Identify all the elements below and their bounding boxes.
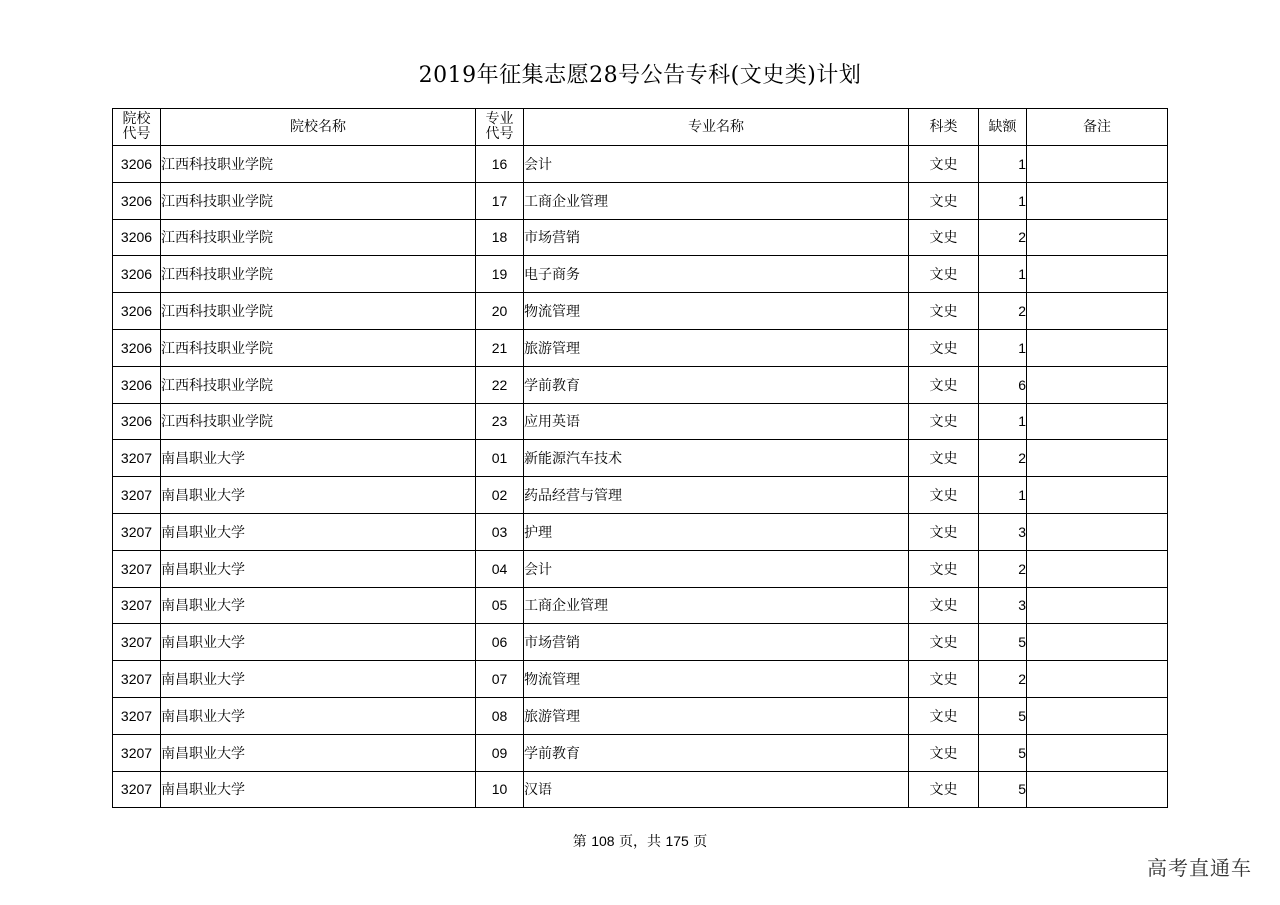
cell-school-name: 南昌职业大学 (161, 734, 476, 771)
cell-school-name: 南昌职业大学 (161, 624, 476, 661)
cell-school-code: 3206 (113, 403, 161, 440)
header-major-name: 专业名称 (524, 109, 909, 146)
header-gap: 缺额 (979, 109, 1027, 146)
table-row (113, 477, 1168, 514)
cell-gap: 1 (979, 403, 1027, 440)
table-row (113, 182, 1168, 219)
cell-gap: 5 (979, 771, 1027, 808)
cell-major-code: 16 (476, 146, 524, 183)
table-header-row (113, 109, 1168, 146)
cell-major-name: 物流管理 (524, 661, 909, 698)
cell-major-code: 01 (476, 440, 524, 477)
cell-gap: 2 (979, 440, 1027, 477)
page-footer: 第 108 页，共 175 页 (572, 833, 708, 850)
cell-major-code: 04 (476, 550, 524, 587)
cell-gap: 1 (979, 146, 1027, 183)
cell-school-code: 3206 (113, 182, 161, 219)
cell-major-code: 03 (476, 513, 524, 550)
cell-category: 文史 (909, 513, 979, 550)
cell-school-name: 南昌职业大学 (161, 440, 476, 477)
cell-note (1027, 293, 1168, 330)
table-row (113, 734, 1168, 771)
table-row (113, 587, 1168, 624)
cell-major-name: 工商企业管理 (524, 587, 909, 624)
cell-major-code: 20 (476, 293, 524, 330)
cell-major-code: 22 (476, 366, 524, 403)
cell-school-name: 南昌职业大学 (161, 697, 476, 734)
cell-major-name: 旅游管理 (524, 329, 909, 366)
cell-major-name: 会计 (524, 550, 909, 587)
table-row (113, 661, 1168, 698)
cell-major-code: 06 (476, 624, 524, 661)
header-school-name: 院校名称 (161, 109, 476, 146)
cell-school-code: 3207 (113, 440, 161, 477)
cell-note (1027, 477, 1168, 514)
table-row (113, 624, 1168, 661)
cell-school-code: 3206 (113, 146, 161, 183)
header-school-code: 院校 代号 (113, 109, 161, 146)
cell-category: 文史 (909, 146, 979, 183)
table-row (113, 219, 1168, 256)
cell-note (1027, 403, 1168, 440)
table-row (113, 366, 1168, 403)
table-row (113, 550, 1168, 587)
cell-note (1027, 513, 1168, 550)
cell-gap: 2 (979, 661, 1027, 698)
table-row (113, 256, 1168, 293)
cell-school-code: 3206 (113, 329, 161, 366)
cell-category: 文史 (909, 477, 979, 514)
cell-category: 文史 (909, 256, 979, 293)
cell-note (1027, 219, 1168, 256)
cell-school-name: 南昌职业大学 (161, 477, 476, 514)
cell-school-name: 江西科技职业学院 (161, 329, 476, 366)
cell-school-code: 3207 (113, 771, 161, 808)
cell-school-name: 江西科技职业学院 (161, 403, 476, 440)
cell-category: 文史 (909, 661, 979, 698)
page-total: 175 (665, 833, 689, 849)
page-title: 2019年征集志愿28号公告专科(文史类)计划 (418, 63, 862, 88)
cell-note (1027, 329, 1168, 366)
cell-note (1027, 771, 1168, 808)
cell-category: 文史 (909, 403, 979, 440)
cell-category: 文史 (909, 366, 979, 403)
cell-category: 文史 (909, 550, 979, 587)
cell-major-name: 电子商务 (524, 256, 909, 293)
table-row (113, 146, 1168, 183)
cell-category: 文史 (909, 219, 979, 256)
cell-major-code: 05 (476, 587, 524, 624)
cell-category: 文史 (909, 771, 979, 808)
table-row (113, 771, 1168, 808)
cell-gap: 6 (979, 366, 1027, 403)
cell-note (1027, 624, 1168, 661)
cell-school-name: 江西科技职业学院 (161, 146, 476, 183)
cell-note (1027, 587, 1168, 624)
cell-school-name: 南昌职业大学 (161, 587, 476, 624)
cell-gap: 3 (979, 513, 1027, 550)
cell-school-code: 3207 (113, 513, 161, 550)
cell-note (1027, 550, 1168, 587)
cell-gap: 2 (979, 550, 1027, 587)
cell-school-code: 3207 (113, 587, 161, 624)
cell-note (1027, 661, 1168, 698)
cell-major-code: 23 (476, 403, 524, 440)
cell-gap: 2 (979, 293, 1027, 330)
cell-major-code: 21 (476, 329, 524, 366)
header-category: 科类 (909, 109, 979, 146)
cell-school-name: 南昌职业大学 (161, 661, 476, 698)
cell-gap: 5 (979, 697, 1027, 734)
cell-gap: 1 (979, 256, 1027, 293)
cell-gap: 1 (979, 477, 1027, 514)
cell-gap: 3 (979, 587, 1027, 624)
cell-category: 文史 (909, 293, 979, 330)
header-note: 备注 (1027, 109, 1168, 146)
cell-school-name: 江西科技职业学院 (161, 219, 476, 256)
cell-major-name: 学前教育 (524, 734, 909, 771)
cell-school-name: 南昌职业大学 (161, 513, 476, 550)
cell-school-name: 江西科技职业学院 (161, 182, 476, 219)
cell-major-name: 学前教育 (524, 366, 909, 403)
cell-school-code: 3207 (113, 624, 161, 661)
cell-category: 文史 (909, 587, 979, 624)
cell-major-code: 08 (476, 697, 524, 734)
cell-gap: 1 (979, 329, 1027, 366)
cell-school-code: 3206 (113, 366, 161, 403)
table-body (113, 146, 1168, 808)
watermark-text: 高考直通车 (1147, 856, 1252, 880)
cell-school-name: 江西科技职业学院 (161, 256, 476, 293)
cell-school-code: 3207 (113, 697, 161, 734)
cell-note (1027, 734, 1168, 771)
table-row (113, 403, 1168, 440)
cell-school-code: 3207 (113, 734, 161, 771)
table-row (113, 440, 1168, 477)
cell-note (1027, 256, 1168, 293)
cell-major-name: 护理 (524, 513, 909, 550)
cell-school-code: 3206 (113, 256, 161, 293)
cell-major-name: 会计 (524, 146, 909, 183)
cell-major-name: 旅游管理 (524, 697, 909, 734)
page-number: 108 (591, 833, 615, 849)
cell-note (1027, 697, 1168, 734)
cell-school-code: 3207 (113, 661, 161, 698)
cell-major-name: 市场营销 (524, 624, 909, 661)
cell-school-code: 3206 (113, 219, 161, 256)
cell-gap: 5 (979, 624, 1027, 661)
cell-major-code: 18 (476, 219, 524, 256)
cell-category: 文史 (909, 624, 979, 661)
cell-major-code: 07 (476, 661, 524, 698)
header-major-code: 专业 代号 (476, 109, 524, 146)
cell-school-name: 南昌职业大学 (161, 771, 476, 808)
plan-table (112, 108, 1168, 808)
cell-school-code: 3207 (113, 550, 161, 587)
cell-category: 文史 (909, 734, 979, 771)
cell-note (1027, 440, 1168, 477)
cell-major-name: 药品经营与管理 (524, 477, 909, 514)
cell-major-code: 09 (476, 734, 524, 771)
table-row (113, 697, 1168, 734)
cell-category: 文史 (909, 697, 979, 734)
cell-school-code: 3206 (113, 293, 161, 330)
cell-school-name: 南昌职业大学 (161, 550, 476, 587)
cell-major-code: 19 (476, 256, 524, 293)
table-row (113, 329, 1168, 366)
table-row (113, 293, 1168, 330)
cell-major-name: 物流管理 (524, 293, 909, 330)
cell-school-code: 3207 (113, 477, 161, 514)
cell-gap: 5 (979, 734, 1027, 771)
cell-school-name: 江西科技职业学院 (161, 366, 476, 403)
cell-gap: 2 (979, 219, 1027, 256)
cell-major-code: 02 (476, 477, 524, 514)
cell-school-name: 江西科技职业学院 (161, 293, 476, 330)
cell-gap: 1 (979, 182, 1027, 219)
cell-category: 文史 (909, 182, 979, 219)
cell-note (1027, 146, 1168, 183)
cell-major-name: 市场营销 (524, 219, 909, 256)
cell-note (1027, 182, 1168, 219)
table-row (113, 513, 1168, 550)
cell-major-name: 工商企业管理 (524, 182, 909, 219)
cell-major-name: 应用英语 (524, 403, 909, 440)
cell-major-name: 汉语 (524, 771, 909, 808)
cell-category: 文史 (909, 329, 979, 366)
cell-major-name: 新能源汽车技术 (524, 440, 909, 477)
cell-note (1027, 366, 1168, 403)
cell-category: 文史 (909, 440, 979, 477)
cell-major-code: 10 (476, 771, 524, 808)
cell-major-code: 17 (476, 182, 524, 219)
